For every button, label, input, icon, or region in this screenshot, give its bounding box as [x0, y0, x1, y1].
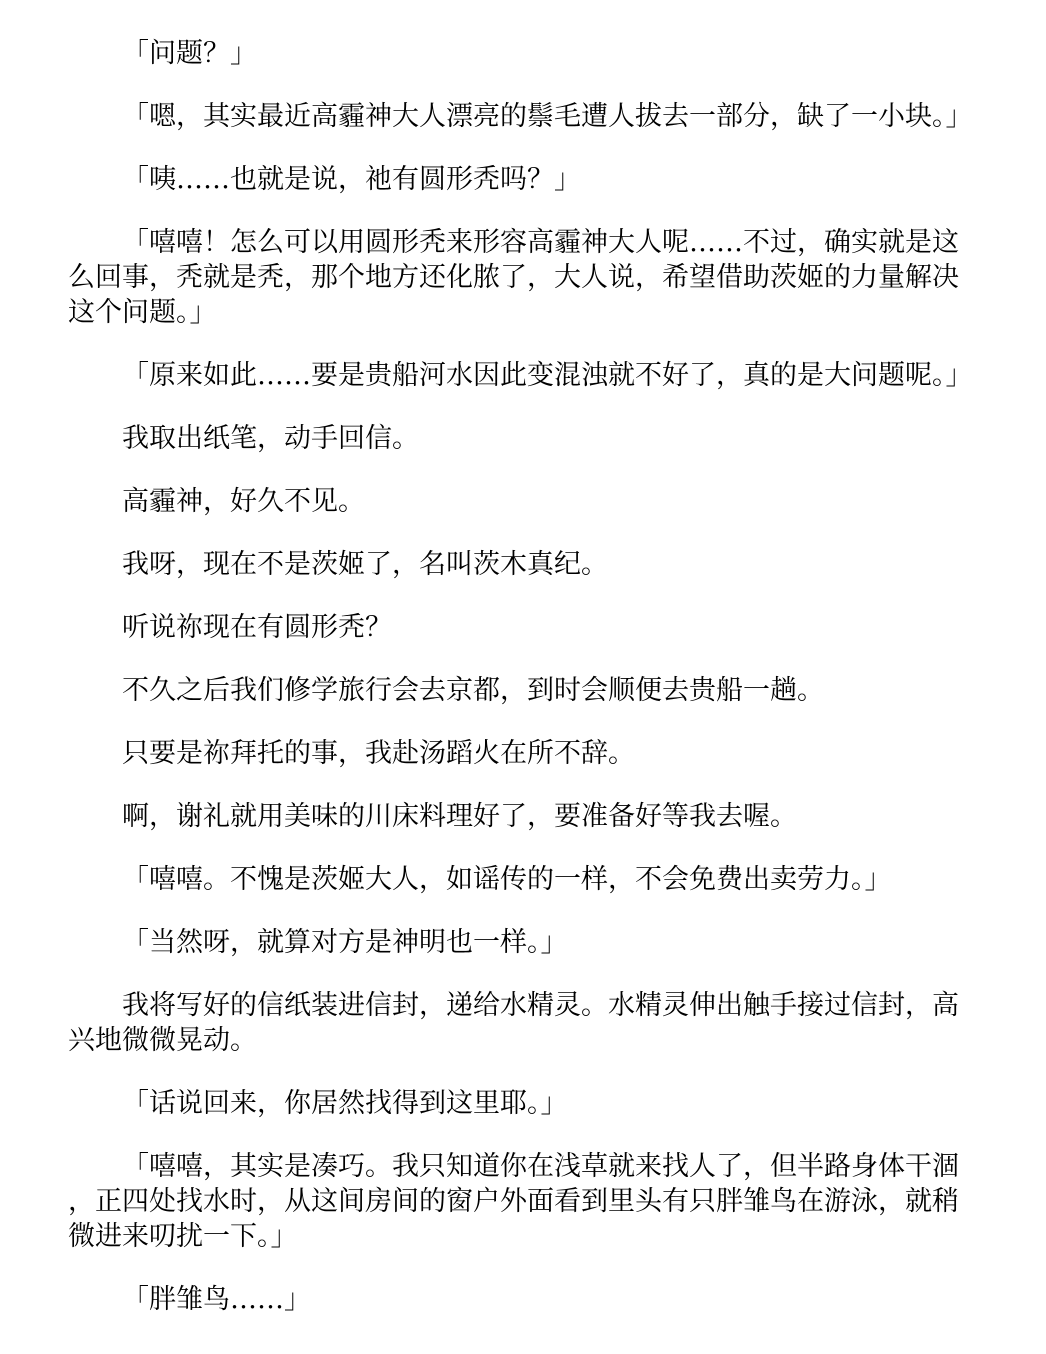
paragraph: 我呀，现在不是茨姬了，名叫茨木真纪。: [122, 549, 608, 580]
paragraph: 「嘻嘻。不愧是茨姬大人，如谣传的一样，不会免费出卖劳力。」: [122, 864, 892, 895]
paragraph: 我将写好的信纸装进信封，递给水精灵。水精灵伸出触手接过信封，高兴地微微晃动。: [68, 990, 959, 1056]
paragraph: 「嗯，其实最近高霾神大人漂亮的鬃毛遭人拔去一部分，缺了一小块。」: [122, 101, 973, 132]
paragraph: 我取出纸笔，动手回信。: [122, 423, 419, 454]
paragraph: 「原来如此……要是贵船河水因此变混浊就不好了，真的是大问题呢。」: [122, 360, 973, 391]
paragraph: 不久之后我们修学旅行会去京都，到时会顺便去贵船一趟。: [122, 675, 824, 706]
paragraph: 高霾神，好久不见。: [122, 486, 365, 517]
document-page: [68, 36, 973, 1345]
paragraph: 「问题？」: [122, 38, 257, 69]
paragraph: 「嘻嘻！怎么可以用圆形秃来形容高霾神大人呢……不过，确实就是这么回事，秃就是秃，那个地方还化脓了，大人说，希望借助茨姬的力量解决这个问题。」: [68, 227, 959, 328]
paragraph: 「话说回来，你居然找得到这里耶。」: [122, 1088, 568, 1119]
paragraph: 啊，谢礼就用美味的川床料理好了，要准备好等我去喔。: [122, 801, 797, 832]
paragraph: 「嘻嘻，其实是凑巧。我只知道你在浅草就来找人了，但半路身体干涸，正四处找水时，从这间房间的窗户外面看到里头有只胖雏鸟在游泳，就稍微进来叨扰一下。」: [68, 1151, 959, 1252]
paragraph: 听说祢现在有圆形秃？: [122, 612, 392, 643]
paragraph: 只要是祢拜托的事，我赴汤蹈火在所不辞。: [122, 738, 635, 769]
paragraph: 「咦……也就是说，祂有圆形秃吗？」: [122, 164, 581, 195]
paragraph: 「胖雏鸟……」: [122, 1284, 311, 1315]
paragraph: 「当然呀，就算对方是神明也一样。」: [122, 927, 568, 958]
